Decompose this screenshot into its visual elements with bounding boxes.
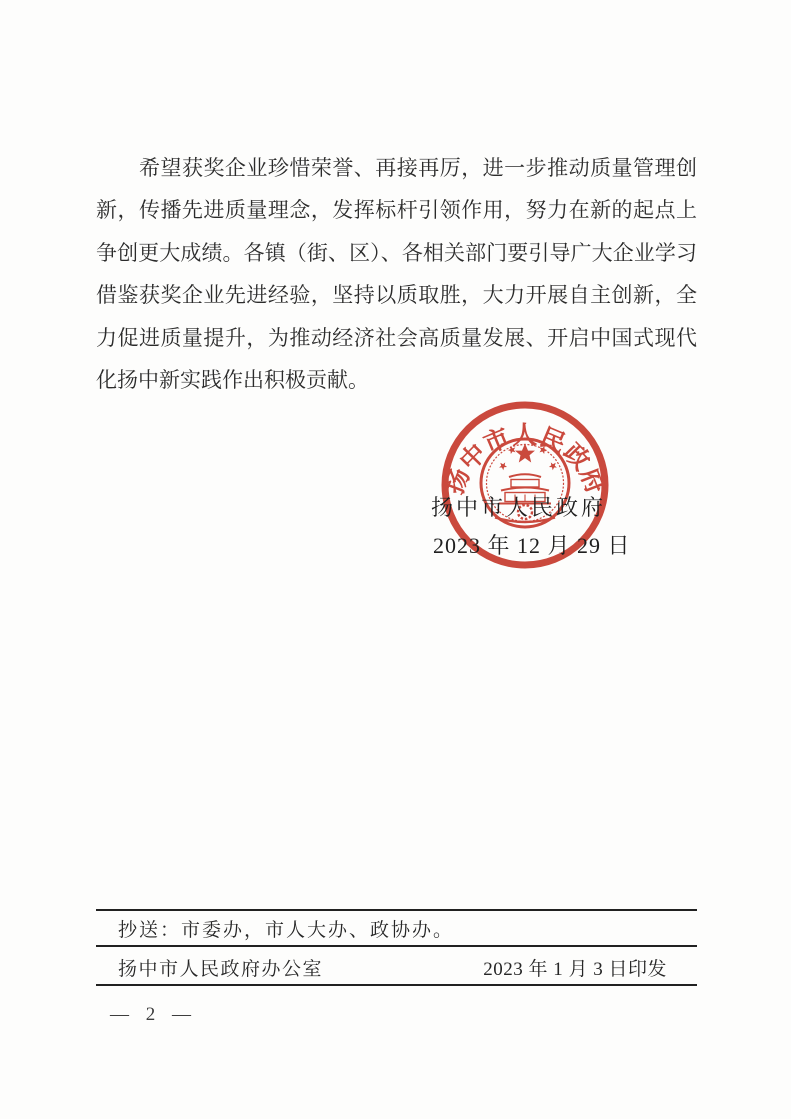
issuing-office: 扬中市人民政府办公室 xyxy=(118,959,324,980)
signature-issuer: 扬中市人民政府 xyxy=(431,495,607,520)
footer-divider-middle xyxy=(96,945,697,947)
body-line: 借鉴获奖企业先进经验，坚持以质取胜，大力开展自主创新，全 xyxy=(96,283,697,308)
body-line: 新，传播先进质量理念，发挥标杆引领作用，努力在新的起点上 xyxy=(96,198,697,223)
body-line: 希望获奖企业珍惜荣誉、再接再厉，进一步推动质量管理创 xyxy=(139,156,697,180)
page-number: — 2 — xyxy=(110,1004,197,1025)
footer-divider-top xyxy=(96,909,697,911)
cc-line: 抄送：市委办，市人大办、政协办。 xyxy=(118,920,455,941)
footer-issuer-row xyxy=(96,954,697,981)
footer-divider-bottom xyxy=(96,984,697,986)
print-date: 2023 年 1 月 3 日印发 xyxy=(483,959,667,980)
seal-arc-text: 扬中市人民政府 xyxy=(441,422,609,499)
body-paragraph xyxy=(96,147,697,401)
signature-date: 2023 年 12 月 29 日 xyxy=(433,533,631,558)
body-line: 力促进质量提升，为推动经济社会高质量发展、开启中国式现代 xyxy=(96,325,697,350)
body-line: 化扬中新实践作出积极贡献。 xyxy=(96,367,369,392)
body-line: 争创更大成绩。各镇（街、区）、各相关部门要引导广大企业学习 xyxy=(96,240,697,265)
